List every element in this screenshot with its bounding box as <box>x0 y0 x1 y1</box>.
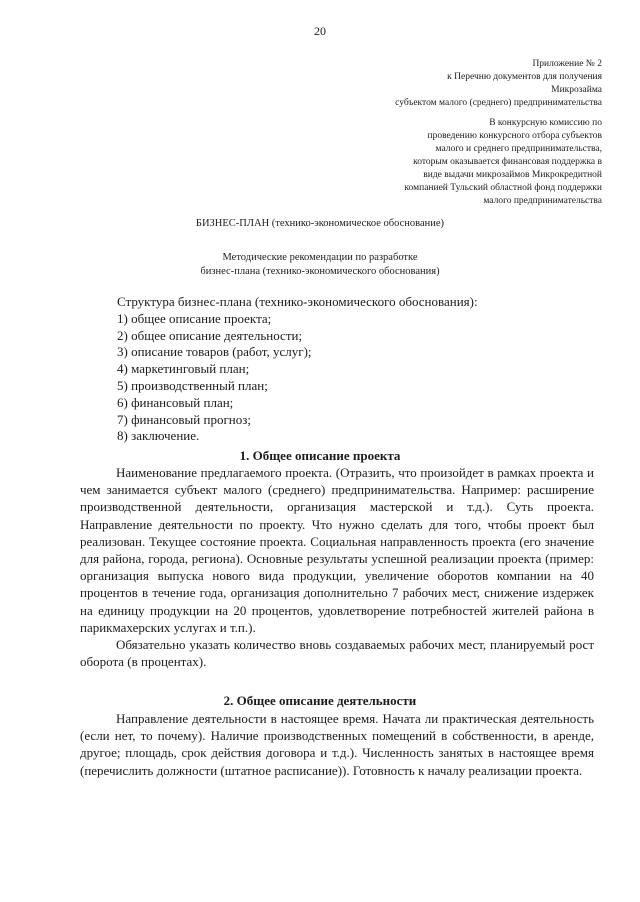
section-1-heading: 1. Общее описание проекта <box>239 448 401 463</box>
appendix-line: субъектом малого (среднего) предпринимательства <box>395 98 602 108</box>
section-2-paragraph: Направление деятельности в настоящее время. Начата ли практическая деятельность (если нет, то почему). Наличие производственных помещений в собственности, в аренде, другое; площадь, срок действия договора и т.д.). Численность занятых в настоящее время (перечислить должности (штатное расписание)). Готовность к началу реализации проекта. <box>80 711 594 778</box>
guidelines-title-line: бизнес-плана (технико-экономического обоснования) <box>200 266 440 277</box>
appendix-line: Микрозайма <box>551 85 602 95</box>
section-2-body <box>80 710 594 779</box>
addressee-line: проведению конкурсного отбора субъектов <box>427 131 602 141</box>
structure-item: 6) финансовый план; <box>117 394 234 410</box>
structure-list <box>117 294 478 445</box>
section-1-paragraph: Обязательно указать количество вновь создаваемых рабочих мест, планируемый рост оборота (в процентах). <box>80 637 594 670</box>
addressee-line: компанией Тульский областной фонд поддержки <box>404 183 602 193</box>
addressee-line: малого предпринимательства <box>483 196 602 206</box>
section-1-body <box>80 464 594 670</box>
section-1-paragraph: Наименование предлагаемого проекта. (Отразить, что произойдет в рамках проекта и чем занимается субъект малого (среднего) предпринимательства. Например: расширение производственной деятельности, организация мастерской и т.д.). Суть проекта. Направление деятельности по проекту. Что нужно сделать для того, чтобы проект был реализован. Текущее состояние проекта. Социальная направленность проекта (его значение для района, города, региона). Основные результаты успешной реализации проекта (пример: организация выпуска нового вида продукции, увеличение оборотов компании на 40 процентов в течение года, организация дополнительно 7 рабочих мест, снижение издержек на единицу продукции на 20 процентов, удовлетворение потребностей жителей района в парикмахерских услугах и т.п.). <box>80 465 594 635</box>
structure-item: 1) общее описание проекта; <box>117 310 272 326</box>
guidelines-title-line: Методические рекомендации по разработке <box>222 252 418 263</box>
structure-item: 3) описание товаров (работ, услуг); <box>117 344 312 360</box>
addressee-line: которым оказывается финансовая поддержка в <box>413 157 602 167</box>
addressee-line: В конкурсную комиссию по <box>489 118 602 128</box>
structure-item: 8) заключение. <box>117 428 200 444</box>
guidelines-title <box>0 251 640 279</box>
addressee-line: виде выдачи микрозаймов Микрокредитной <box>423 170 602 180</box>
appendix-note <box>395 58 602 110</box>
structure-item: 7) финансовый прогноз; <box>117 411 251 427</box>
document-title: БИЗНЕС-ПЛАН (технико-экономическое обоснование) <box>195 218 445 229</box>
structure-item: 4) маркетинговый план; <box>117 361 250 377</box>
page-number: 20 <box>314 24 326 38</box>
addressee-line: малого и среднего предпринимательства, <box>435 144 602 154</box>
section-2-heading: 2. Общее описание деятельности <box>223 693 417 708</box>
structure-item: 2) общее описание деятельности; <box>117 327 303 343</box>
structure-intro: Структура бизнес-плана (технико-экономического обоснования): <box>117 294 478 309</box>
appendix-line: к Перечню документов для получения <box>447 72 602 82</box>
structure-item: 5) производственный план; <box>117 377 268 393</box>
addressee-block <box>404 117 602 208</box>
appendix-line: Приложение № 2 <box>532 59 602 69</box>
